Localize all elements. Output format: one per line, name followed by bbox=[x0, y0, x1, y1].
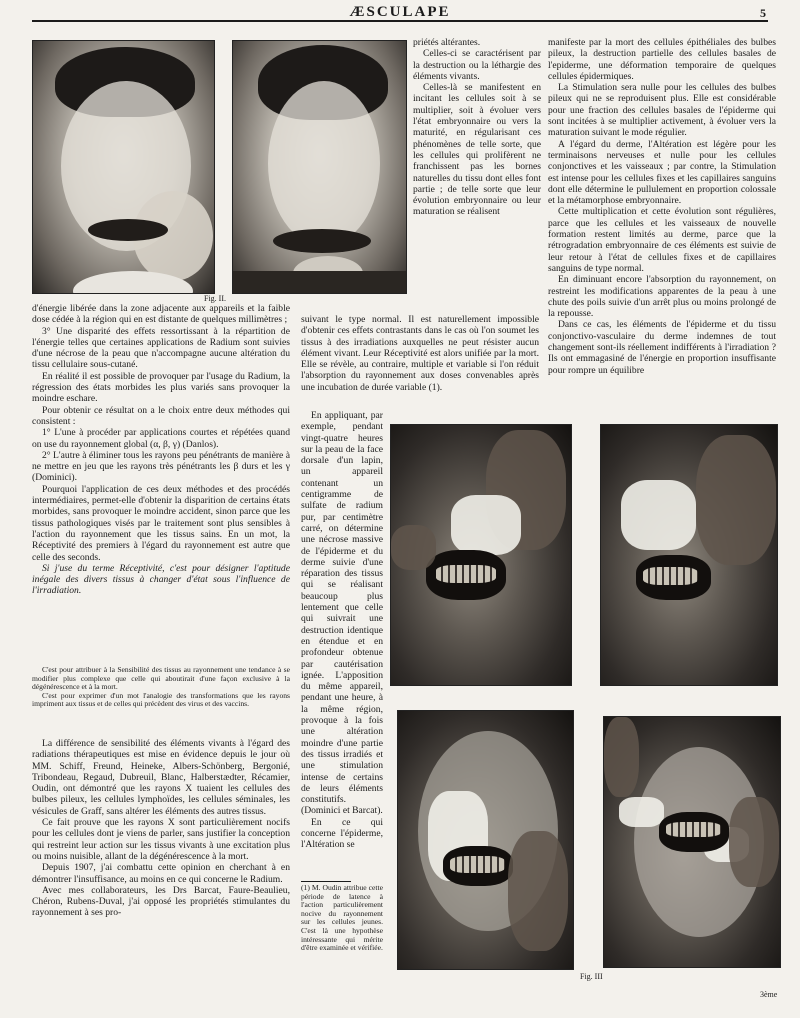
paragraph: Pour obtenir ce résultat on a le choix entre deux méthodes qui consistent : bbox=[32, 404, 290, 427]
paragraph: 1° L'une à procéder par applications courtes et répétées quand on use du rayonnement global (α, β, γ) (Danlos). bbox=[32, 427, 290, 450]
paragraph: En réalité il est possible de provoquer par l'usage du Radium, la régression des états morbides les plus variés sans provoquer la moindre eschare. bbox=[32, 370, 290, 405]
paragraph: d'énergie libérée dans la zone adjacente aux appareils et la faible dose cédée à la région qui en est distante de quelques millimètres ; bbox=[32, 303, 290, 326]
paragraph: En appliquant, par exemple, pendant vingt-quatre heures sur la peau de la face dorsale d'un lapin, un appareil contenant un centigramme de sulfate de radium pur, par centimètre carré, on détermine une nécrose massive de l'épiderme et du derme suivie d'une réparation des tissus qui se réalisant beaucoup plus lentement que celle qui suivrait une destruction identique en étendue et en profondeur obtenue par cautérisation ignée. L'apposition du même appareil, pendant une heure, à la même région, provoque à la fois une altération moindre d'une partie des tissus irradiés et une stimulation intense de certains de leurs éléments constitutifs. (Dominici et Barcat). bbox=[301, 410, 383, 817]
paragraph: Si j'use du terme Réceptivité, c'est pour désigner l'aptitude inégale des divers tissus à changer d'état sous l'influence de l'irradiation. bbox=[32, 562, 290, 597]
journal-title: ÆSCULAPE bbox=[349, 4, 451, 20]
header-rule bbox=[32, 20, 768, 22]
note: C'est pour exprimer d'un mot l'analogie des transformations que les rayons impriment aux tissus et de celles qui précèdent des virus et des vaccins. bbox=[32, 690, 290, 709]
paragraph: suivant le type normal. Il est naturellement impossible d'obtenir ces effets contrastants dans le cas où l'on soumet les tissus à des irradiations auxquelles ne peut résister aucun élément vivant. Leur Réceptivité est alors unifiée par la mort. Elle se révèle, au contraire, multiple et variable si l'on réduit l'absorption du rayonnement aux doses convenables après une incubation de durée variable (1). bbox=[301, 314, 539, 393]
paragraph: La différence de sensibilité des éléments vivants à l'égard des radiations thérapeutiques est mise en évidence depuis le jour où MM. Schiff, Freund, Heineke, Albers-Schönberg, Bergonié, Tribondeau, Regaud, Dubreuil, Blanc, Halberstædter, Récamier, Oudin, ont démontré que les rayons X tuaient les cellules des bulbes pileux, les cellules lymphoïdes, les cellules séminales, les vésicules de Graff, sans altérer les éléments des autres tissus. bbox=[32, 738, 290, 817]
paragraph: Cette multiplication et cette évolution sont régulières, parce que les cellules et les vaisseaux de nouvelle formation restent limités au derme, parce que la rétrogradation embryonnaire de ces éléments est suivie de leur retour à l'état de cellules fixes et de capillaires sanguins de type normal. bbox=[548, 206, 776, 274]
column-left-bottom bbox=[32, 738, 290, 980]
paragraph: Celles-ci se caractérisent par la destruction ou la léthargie des éléments vivants. bbox=[413, 48, 541, 82]
paragraph: manifeste par la mort des cellules épithéliales des bulbes pileux, la destruction partielle des cellules basales de l'epiderme, une déformation temporaire de quelques cellules épidermiques. bbox=[548, 37, 776, 82]
column-left bbox=[32, 303, 290, 665]
paragraph: La Stimulation sera nulle pour les cellules des bulbes pileux qui ne se reproduisent plus. Elle est considérable pour une fraction des cellules basales de l'épiderme qui sont incitées à se multiplier activement, à évoluer vers la maturation suivant le mode régulier. bbox=[548, 82, 776, 139]
paragraph: Pourquoi l'application de ces deux méthodes et des procédés intermédiaires, permet-elle d'obtenir la disparition de certains états morbides, sans provoquer le moindre accident, sinon parce que les tissus pathologiques visés par le traitement sont plus sensibles à l'action du rayonnement que les tissus sains. En un mot, la Réceptivité des premiers à l'égard du rayonnement est autre que celle des seconds. bbox=[32, 483, 290, 563]
figure-3-caption: Fig. III bbox=[580, 972, 603, 981]
page-signature: 3ème bbox=[760, 990, 778, 999]
paragraph: 3° Une disparité des effets ressortissant à la répartition de l'énergie telles que certaines applications de Radium sont suivies d'une nécrose de la peau que n'accompagne aucune altération du tissu cellulaire sous-cutané. bbox=[32, 325, 290, 371]
paragraph: 2° L'autre à éliminer tous les rayons peu pénétrants de manière à ne mettre en jeu que les rayons très pénétrants les β durs et les γ (Dominici). bbox=[32, 449, 290, 484]
mouth-photo-4 bbox=[603, 716, 781, 968]
footnote-text: (1) M. Oudin attribue cette période de latence à l'action particulièrement nocive du rayonnement sur les cellules jeunes. C'est là une hypothèse intéressante qui mérite d'être examinée et vérifiée. bbox=[301, 884, 383, 953]
paragraph: Depuis 1907, j'ai combattu cette opinion en cherchant à en démontrer l'insuffisance, au moins en ce qui concerne le Radium. bbox=[32, 862, 290, 885]
figure-2-caption: Fig. II. bbox=[204, 294, 226, 303]
paragraph: En diminuant encore l'absorption du rayonnement, on restreint les modifications apparentes de la peau à une chute des poils suivie d'un arrêt plus ou moins prolongé de la repousse. bbox=[548, 274, 776, 320]
paragraph: En ce qui concerne l'épiderme, l'Altération se bbox=[301, 816, 383, 851]
mouth-photo-3 bbox=[397, 710, 574, 970]
column-top-middle bbox=[413, 37, 541, 315]
paragraph: Celles-là se manifestent en incitant les cellules soit à se multiplier, soit à évoluer vers l'état embryonnaire ou vers la maturité, en régularisant ces phénomènes de telle sorte, que les cellules qui prolifèrent ne franchissent pas les bornes naturelles du tissu dont elles font partie ; de telle sorte que leur évolution embryonnaire ou leur maturation se réalisent bbox=[413, 82, 541, 218]
paragraph: Ce fait prouve que les rayons X sont particulièrement nocifs pour les cellules dont je viens de parler, sans justifier la conception qui restreint leur action sur les tissus vivants à une excitation plus ou moins nuisible, allant de la dégénérescence à la mort. bbox=[32, 817, 290, 862]
mouth-photo-2 bbox=[600, 424, 778, 686]
footnote-rule bbox=[301, 881, 351, 882]
footnote bbox=[301, 884, 383, 980]
paragraph: Dans ce cas, les éléments de l'épiderme et du tissu conjonctivo-vasculaire du derme indemnes de tout changement sont-ils réellement indifférents à l'irradiation ? Ils ont emmagasiné de l'énergie en proportion insuffisante pour rompre un équilibre bbox=[548, 319, 776, 376]
column-left-notes bbox=[32, 666, 290, 734]
column-right-top bbox=[548, 37, 776, 409]
paragraph: Avec mes collaborateurs, les Drs Barcat, Faure-Beaulieu, Chéron, Rubens-Duval, j'ai opposé les propriétés stimulantes du rayonnement à ses pro- bbox=[32, 884, 290, 919]
column-middle-wide bbox=[301, 314, 539, 406]
paragraph: priétés altérantes. bbox=[413, 37, 481, 48]
note: C'est pour attribuer à la Sensibilité des tissus au rayonnement une tendance à se modifier plus complexe que celle qui aboutirait d'une façon exclusive à la dégénérescence et à la mort. bbox=[32, 666, 290, 692]
paragraph: A l'égard du derme, l'Altération est légère pour les terminaisons nerveuses et nulle pour les cellules conjonctives et les vaisseaux ; par contre, la Stimulation est intense pour les cellules fixes et les capillaires sanguins dont elle détermine le pullulement en proportion colossale et la métamorphose embryonnaire. bbox=[548, 138, 776, 207]
page-number: 5 bbox=[760, 6, 766, 20]
mouth-photo-1 bbox=[390, 424, 572, 686]
column-middle-narrow bbox=[301, 410, 383, 885]
portrait-photo-after bbox=[232, 40, 407, 294]
portrait-photo-before bbox=[32, 40, 215, 294]
